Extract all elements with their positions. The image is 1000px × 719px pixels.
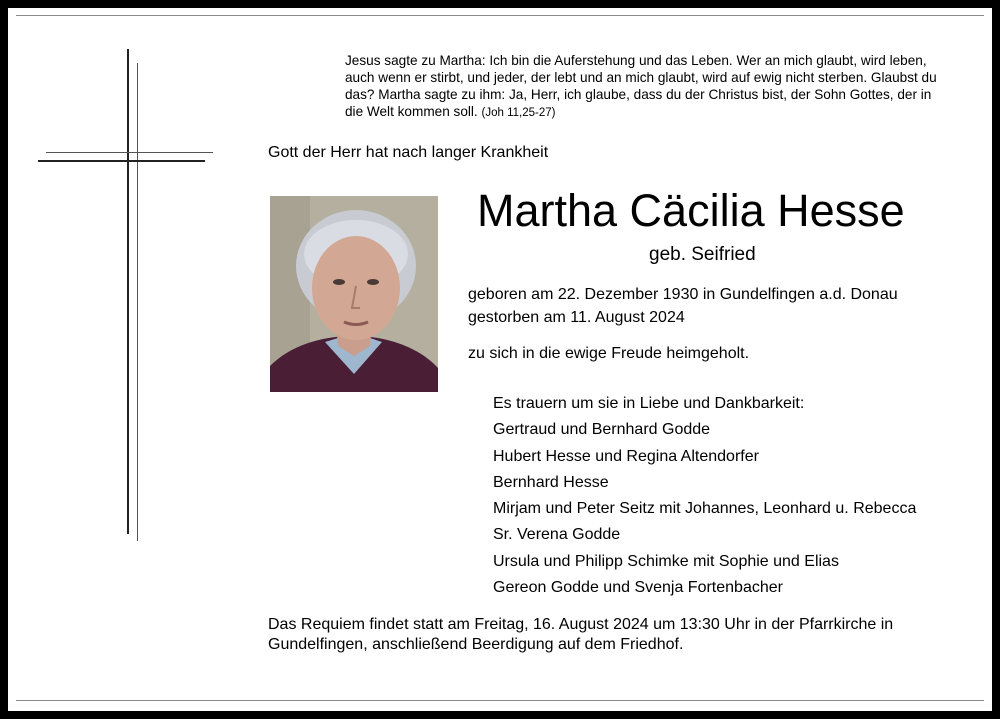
- mourner-item: Ursula und Philipp Schimke mit Sophie und Elias: [493, 552, 839, 570]
- bible-verse: [345, 52, 945, 122]
- closing-line: zu sich in die ewige Freude heimgeholt.: [468, 345, 750, 362]
- portrait-photo: [270, 196, 438, 392]
- birth-line: geboren am 22. Dezember 1930 in Gundelfingen a.d. Donau: [468, 286, 898, 303]
- deceased-name: Martha Cäcilia Hesse: [477, 185, 905, 236]
- top-rule: [16, 15, 984, 16]
- death-line: gestorben am 11. August 2024: [468, 309, 685, 326]
- obituary-notice: [8, 8, 992, 711]
- verse-reference: (Joh 11,25-27): [481, 107, 556, 119]
- mourner-item: Sr. Verena Godde: [493, 526, 621, 544]
- requiem-info: Das Requiem findet statt am Freitag, 16. August 2024 um 13:30 Uhr in der Pfarrkirche in Gundelfingen, anschließend Beerdigung auf dem Friedhof.: [268, 616, 894, 653]
- mourner-item: Mirjam und Peter Seitz mit Johannes, Leonhard u. Rebecca: [493, 500, 917, 518]
- mourner-item: Gereon Godde und Svenja Fortenbacher: [493, 579, 783, 597]
- bottom-rule: [16, 700, 984, 701]
- maiden-name: geb. Seifried: [649, 244, 756, 265]
- intro-line: Gott der Herr hat nach langer Krankheit: [268, 144, 549, 161]
- mourner-item: Gertraud und Bernhard Godde: [493, 421, 711, 439]
- life-dates: [468, 283, 898, 329]
- mourner-item: Hubert Hesse und Regina Altendorfer: [493, 447, 759, 465]
- mourners-heading: Es trauern um sie in Liebe und Dankbarkeit:: [493, 395, 805, 412]
- mourner-item: Bernhard Hesse: [493, 473, 609, 491]
- mourners-list: [493, 391, 916, 601]
- verse-text: Jesus sagte zu Martha: Ich bin die Auferstehung und das Leben. Wer an mich glaubt, wird leben, auch wenn er stirbt, und jeder, der lebt und an mich glaubt, wird auf ewig nicht sterben. Glaubst du das? Martha sagte zu ihm: Ja, Herr, ich glaube, dass du der Christus bist, der Sohn Gottes, der in die Welt kommen soll.: [345, 53, 937, 119]
